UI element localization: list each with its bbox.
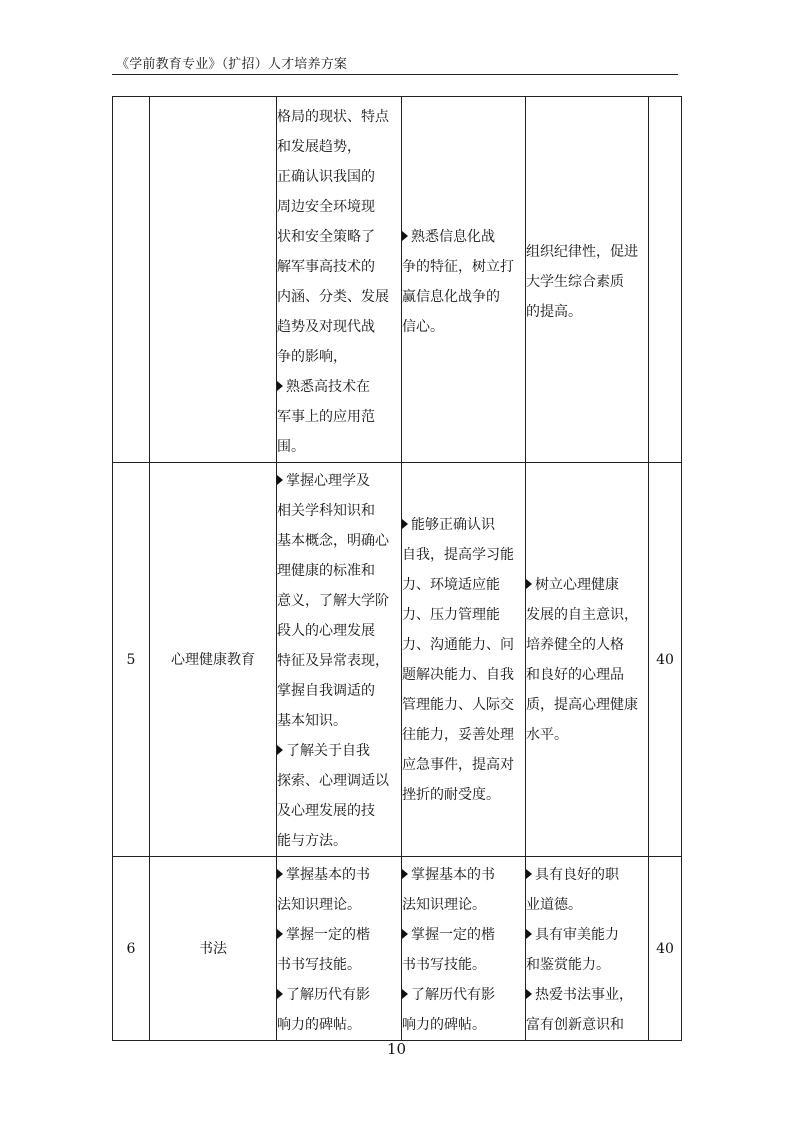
text-line: [526, 950, 648, 980]
line-text: 力、压力管理能: [402, 606, 500, 623]
bullet-line: [526, 570, 648, 600]
line-text: 水平。: [526, 726, 568, 743]
text-line: [277, 102, 401, 132]
text-line: [402, 660, 525, 690]
line-text: 质，提高心理健康: [526, 696, 638, 713]
line-text: 特征及异常表现，: [277, 653, 389, 669]
text-line: [277, 192, 401, 222]
text-line: [402, 690, 525, 720]
triangle-bullet-icon: [402, 989, 408, 999]
triangle-bullet-icon: [277, 381, 283, 391]
line-text: 了解关于自我: [286, 743, 370, 759]
bullet-line: [277, 372, 401, 402]
triangle-bullet-icon: [402, 869, 408, 879]
triangle-bullet-icon: [277, 869, 283, 879]
course-name-cell: 书法: [150, 857, 277, 1041]
text-line: [402, 600, 525, 630]
text-line: [526, 690, 648, 720]
curriculum-table: [112, 96, 682, 1041]
ability-cell: [402, 463, 526, 857]
line-text: 和鉴赏能力。: [526, 957, 610, 973]
line-text: 争的特征，树立打: [402, 259, 514, 275]
line-text: 富有创新意识和: [526, 1017, 624, 1033]
text-line: [277, 796, 401, 826]
line-text: 掌握心理学及: [286, 473, 370, 489]
course-number-cell: 5: [113, 463, 150, 857]
line-text: 树立心理健康: [535, 576, 619, 593]
line-text: 题解决能力、自我: [402, 666, 514, 683]
line-text: 发展的自主意识，: [526, 606, 638, 623]
text-line: [402, 1010, 525, 1040]
line-text: 赢信息化战争的: [402, 289, 500, 305]
line-text: 掌握基本的书: [411, 867, 495, 883]
bullet-line: [277, 980, 401, 1010]
text-line: [402, 252, 525, 282]
text-line: [277, 646, 401, 676]
line-text: 意义，了解大学阶: [277, 593, 389, 609]
ability-cell: [402, 97, 526, 463]
line-text: 能与方法。: [277, 833, 347, 849]
line-text: 响力的碑帖。: [402, 1017, 486, 1033]
text-line: [402, 312, 525, 342]
triangle-bullet-icon: [277, 989, 283, 999]
line-text: 具有良好的职: [535, 867, 619, 883]
knowledge-cell: [277, 857, 402, 1041]
text-line: [402, 570, 525, 600]
text-line: [402, 540, 525, 570]
triangle-bullet-icon: [526, 929, 532, 939]
triangle-bullet-icon: [277, 929, 283, 939]
text-line: [402, 750, 525, 780]
course-name-cell: 心理健康教育: [150, 463, 277, 857]
text-line: [277, 676, 401, 706]
course-number-cell: [113, 97, 150, 463]
text-line: [526, 720, 648, 750]
line-text: 往能力，妥善处理: [402, 726, 514, 743]
line-text: 力、环境适应能: [402, 576, 500, 593]
page-number: 10: [386, 1040, 407, 1058]
line-text: 信心。: [402, 319, 444, 335]
line-text: 掌握一定的楷: [411, 927, 495, 943]
line-text: 基本概念，明确心: [277, 533, 389, 549]
bullet-line: [526, 980, 648, 1010]
knowledge-cell: [277, 463, 402, 857]
text-line: [402, 720, 525, 750]
line-text: 书书写技能。: [277, 957, 361, 973]
line-text: 自我，提高学习能: [402, 546, 514, 563]
line-text: 大学生综合素质: [526, 274, 624, 290]
line-text: 挫折的耐受度。: [402, 786, 500, 803]
line-text: 段人的心理发展: [277, 623, 375, 639]
quality-cell: [526, 857, 649, 1041]
text-line: [277, 586, 401, 616]
triangle-bullet-icon: [526, 869, 532, 879]
triangle-bullet-icon: [277, 475, 283, 485]
bullet-line: [402, 222, 525, 252]
line-text: 正确认识我国的: [277, 169, 375, 185]
table-row: [113, 97, 682, 463]
line-text: 趋势及对现代战: [277, 319, 375, 335]
text-line: [526, 267, 648, 297]
bullet-line: [526, 920, 648, 950]
hours-cell: 40: [649, 463, 682, 857]
bullet-line: [277, 860, 401, 890]
triangle-bullet-icon: [277, 745, 283, 755]
hours-cell: [649, 97, 682, 463]
line-text: 的提高。: [526, 304, 582, 320]
text-line: [526, 630, 648, 660]
line-text: 格局的现状、特点: [277, 109, 389, 125]
line-text: 力、沟通能力、问: [402, 636, 514, 653]
course-number-cell: 6: [113, 857, 150, 1041]
line-text: 组织纪律性，促进: [526, 244, 638, 260]
bullet-line: [277, 466, 401, 496]
text-line: [402, 950, 525, 980]
line-text: 和发展趋势，: [277, 139, 361, 155]
text-line: [277, 496, 401, 526]
text-line: [277, 312, 401, 342]
text-line: [526, 890, 648, 920]
text-line: [402, 780, 525, 810]
line-text: 书书写技能。: [402, 957, 486, 973]
text-line: [277, 766, 401, 796]
hours-cell: 40: [649, 857, 682, 1041]
course-name-cell: [150, 97, 277, 463]
table-row: [113, 463, 682, 857]
triangle-bullet-icon: [526, 579, 532, 589]
ability-cell: [402, 857, 526, 1041]
line-text: 及心理发展的技: [277, 803, 375, 819]
triangle-bullet-icon: [402, 231, 408, 241]
text-line: [277, 526, 401, 556]
line-text: 掌握自我调适的: [277, 683, 375, 699]
line-text: 相关学科知识和: [277, 503, 375, 519]
text-line: [526, 600, 648, 630]
text-line: [277, 706, 401, 736]
text-line: [277, 222, 401, 252]
line-text: 应急事件，提高对: [402, 756, 514, 773]
triangle-bullet-icon: [402, 519, 408, 529]
line-text: 状和安全策略了: [277, 229, 375, 245]
line-text: 掌握一定的楷: [286, 927, 370, 943]
text-line: [277, 342, 401, 372]
text-line: [277, 402, 401, 432]
line-text: 解军事高技术的: [277, 259, 375, 275]
line-text: 了解历代有影: [286, 987, 370, 1003]
line-text: 培养健全的人格: [526, 636, 624, 653]
line-text: 周边安全环境现: [277, 199, 375, 215]
text-line: [402, 282, 525, 312]
line-text: 熟悉信息化战: [411, 229, 495, 245]
line-text: 掌握基本的书: [286, 867, 370, 883]
line-text: 管理能力、人际交: [402, 696, 514, 713]
line-text: 争的影响，: [277, 349, 347, 365]
line-text: 了解历代有影: [411, 987, 495, 1003]
document-title: 《学前教育专业》（扩招）人才培养方案: [116, 57, 348, 72]
text-line: [277, 282, 401, 312]
text-line: [277, 432, 401, 462]
text-line: [277, 556, 401, 586]
line-text: 熟悉高技术在: [286, 379, 370, 395]
bullet-line: [402, 980, 525, 1010]
line-text: 围。: [277, 439, 305, 455]
text-line: [526, 1010, 648, 1040]
text-line: [277, 950, 401, 980]
line-text: 探索、心理调适以: [277, 773, 389, 789]
line-text: 军事上的应用范: [277, 409, 375, 425]
text-line: [277, 1010, 401, 1040]
text-line: [277, 132, 401, 162]
text-line: [277, 162, 401, 192]
text-line: [277, 826, 401, 856]
line-text: 具有审美能力: [535, 927, 619, 943]
text-line: [402, 630, 525, 660]
line-text: 法知识理论。: [402, 897, 486, 913]
text-line: [526, 297, 648, 327]
bullet-line: [402, 510, 525, 540]
line-text: 法知识理论。: [277, 897, 361, 913]
line-text: 响力的碑帖。: [277, 1017, 361, 1033]
triangle-bullet-icon: [402, 929, 408, 939]
text-line: [277, 252, 401, 282]
text-line: [526, 237, 648, 267]
triangle-bullet-icon: [526, 989, 532, 999]
line-text: 热爱书法事业，: [535, 987, 633, 1003]
knowledge-cell: [277, 97, 402, 463]
bullet-line: [277, 920, 401, 950]
line-text: 业道德。: [526, 897, 582, 913]
bullet-line: [277, 736, 401, 766]
line-text: 内涵、分类、发展: [277, 289, 389, 305]
quality-cell: [526, 97, 649, 463]
bullet-line: [402, 920, 525, 950]
quality-cell: [526, 463, 649, 857]
table-row: [113, 857, 682, 1041]
text-line: [402, 890, 525, 920]
line-text: 基本知识。: [277, 713, 347, 729]
page-header: [112, 52, 678, 75]
bullet-line: [526, 860, 648, 890]
line-text: 能够正确认识: [411, 516, 495, 533]
text-line: [277, 890, 401, 920]
line-text: 理健康的标准和: [277, 563, 375, 579]
text-line: [277, 616, 401, 646]
bullet-line: [402, 860, 525, 890]
line-text: 和良好的心理品: [526, 666, 624, 683]
text-line: [526, 660, 648, 690]
